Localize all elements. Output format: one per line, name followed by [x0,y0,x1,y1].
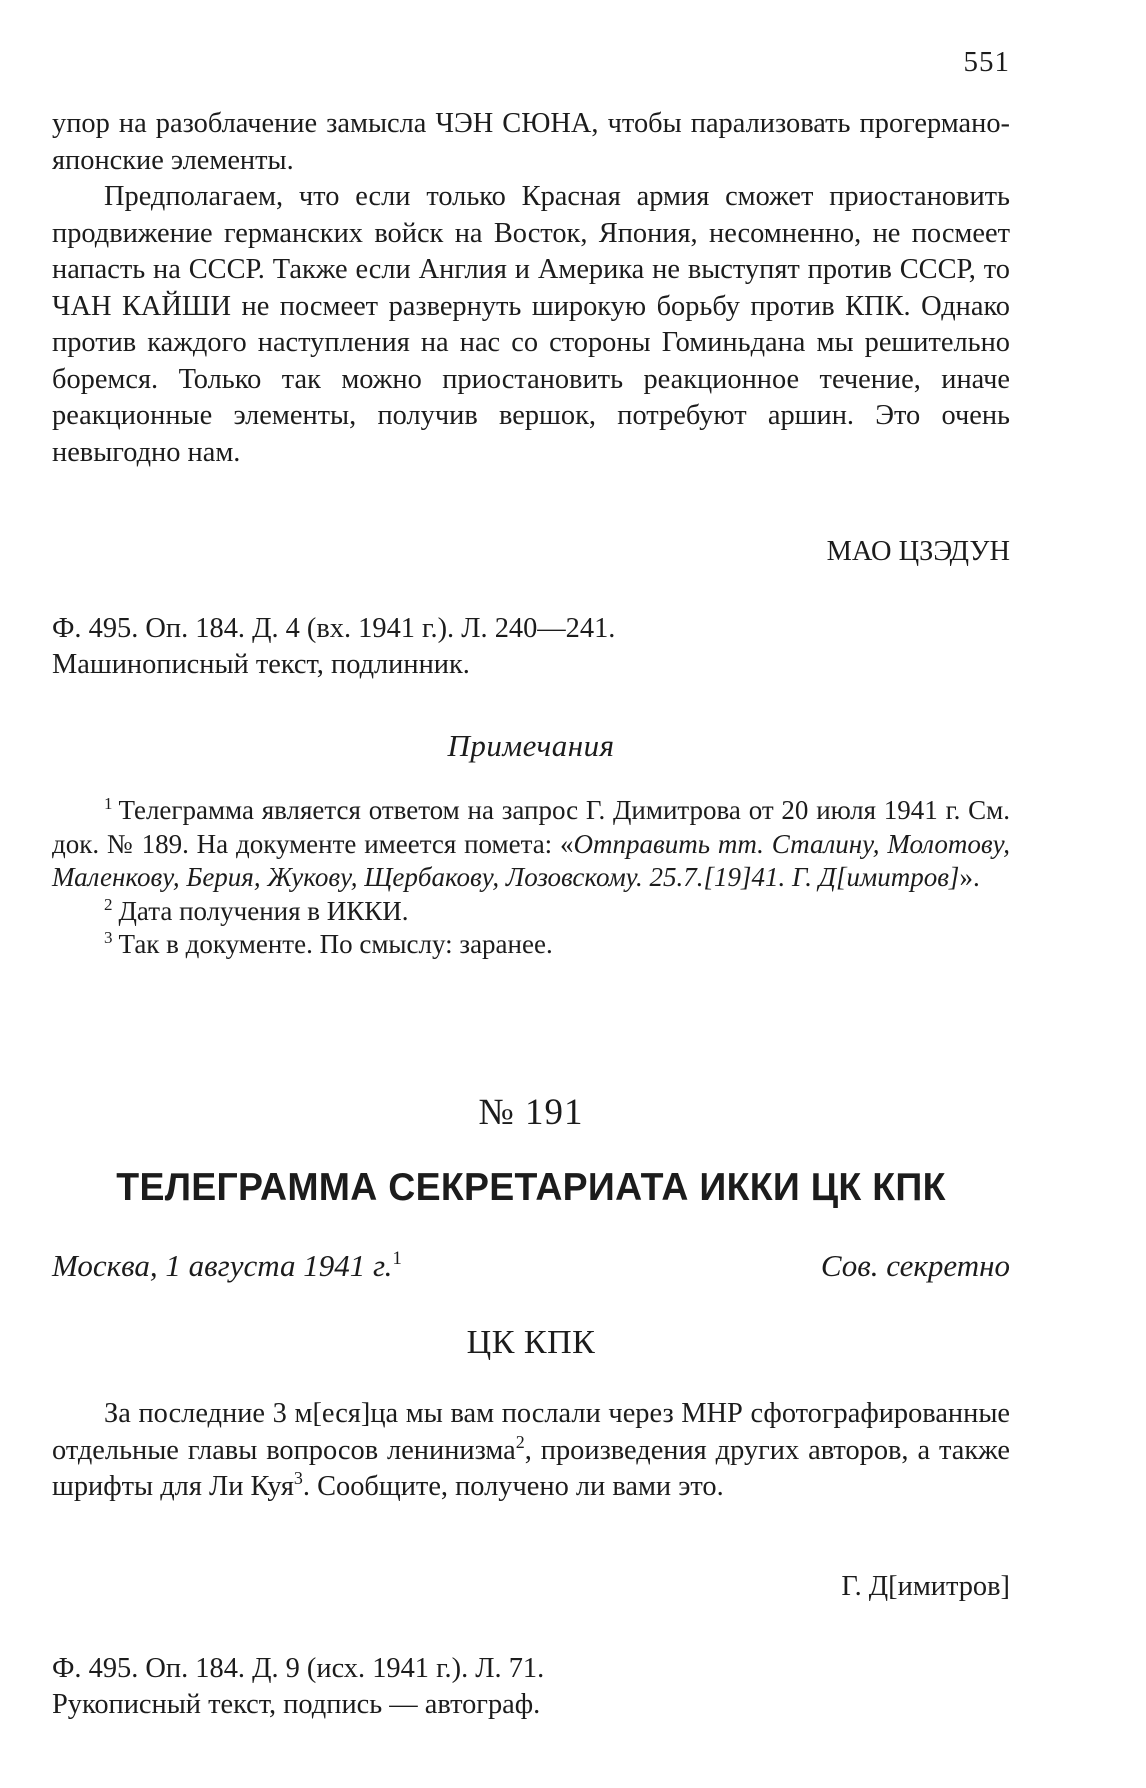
addressee: ЦК КПК [466,1324,596,1361]
document-body-continued [52,106,1010,471]
note-marker: 1 [104,794,113,813]
note-text: Телеграмма является ответом на запрос Г. Димитрова от 20 июля 1941 г. См. док. № 189. На документе имеется помета: « [52,795,1010,859]
archive-reference [52,611,615,683]
paragraph [52,1396,1010,1506]
body-part: . Сообщите, получено ли вами это. [302,1471,724,1502]
note-item [52,928,1010,962]
body-part: , произведения других авторов, а также шрифты для Ли Куя [52,1434,1010,1502]
place-date [52,1248,402,1284]
page-number: 551 [963,46,1010,78]
document-title: ТЕЛЕГРАММА СЕКРЕТАРИАТА ИККИ ЦК КПК [116,1166,946,1209]
note-tail: ». [959,862,980,892]
signature-mao: МАО ЦЗЭДУН [826,536,1010,567]
note-text: Дата получения в ИККИ. [118,895,409,926]
note-item [52,895,1010,929]
archive-note-line: Машинописный текст, подлинник. [52,649,470,680]
document-number: № 191 [478,1092,584,1133]
signature-dimitrov: Г. Д[имитров] [841,1571,1010,1602]
notes-heading: Примечания [447,728,615,763]
document-body [52,1396,1010,1506]
body-part: За последние 3 м[еся]ца мы вам послали через МНР сфотографированные отдельные главы вопросов ленинизма [52,1398,1010,1466]
paragraph: Предполагаем, что если только Красная армия сможет приостановить продвижение германских войск на Восток, Япония, несомненно, не посмеет напасть на СССР. Также если Англия и Америка не выступят против СССР, то ЧАН КАЙШИ не посмеет развернуть широкую борьбу против КПК. Однако против каждого наступления на нас со стороны Гоминьдана мы решительно боремся. Только так можно приостановить реакционное течение, иначе реакционные элементы, получив вершок, потребуют аршин. Это очень невыгодно нам. [52,181,1010,468]
classification: Сов. секретно [820,1248,1010,1283]
footnote-marker: 2 [515,1431,525,1452]
note-italic-text: Отправить тт. Сталину, Молотову, Маленкову, Берия, Жукову, Щербакову, Лозовскому. 25.7.[19]41. Г. Д[имитров] [52,828,1010,892]
footnote-marker: 3 [293,1468,303,1488]
place-date-marker: 1 [392,1248,402,1269]
note-marker: 3 [104,928,113,947]
notes-list [52,794,1010,962]
place-date-text: Москва, 1 августа 1941 г. [52,1248,393,1283]
note-item [52,794,1010,895]
paragraph: упор на разоблачение замысла ЧЭН СЮНА, чтобы парализовать прогермано-японские элементы. [52,108,1010,176]
document-page [52,36,1010,1756]
archive-reference [52,1651,544,1723]
archive-ref-line: Ф. 495. Оп. 184. Д. 9 (исх. 1941 г.). Л. 71. [52,1653,545,1684]
note-text: Так в документе. По смыслу: заранее. [118,929,553,959]
archive-ref-line: Ф. 495. Оп. 184. Д. 4 (вх. 1941 г.). Л. 240—241. [52,613,616,644]
note-marker: 2 [104,894,113,914]
archive-note-line: Рукописный текст, подпись — автограф. [52,1689,541,1720]
